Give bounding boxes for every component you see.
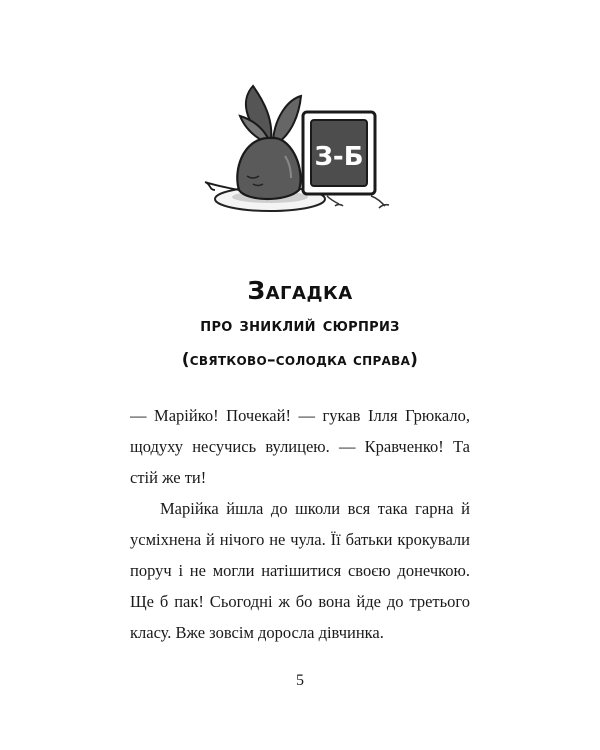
radish-and-chalkboard-icon: [195, 78, 405, 218]
page-number: 5: [296, 672, 304, 689]
chapter-subtitle: про зниклий сюрприз: [200, 314, 400, 336]
chapter-illustration: [195, 78, 405, 218]
chapter-note: (святково–солодка справа): [181, 350, 419, 370]
paragraph: Марійка йшла до школи вся така гарна й усміхнена й нічого не чула. Її батьки крокували поруч і не могли натішитися своєю донечкою. Ще б пак! Сьогодні ж бо вона йде до третього класу. Вже зовсім доросла дівчинка.: [130, 499, 470, 642]
chalkboard-text: З-Б: [314, 142, 364, 172]
paragraph: — Марійко! Почекай! — гукав Ілля Грюкало, щодуху несучись вулицею. — Кравченко! Та стій же ти!: [130, 406, 470, 487]
chapter-title: Загадка: [247, 276, 353, 305]
chapter-body: [130, 400, 470, 648]
